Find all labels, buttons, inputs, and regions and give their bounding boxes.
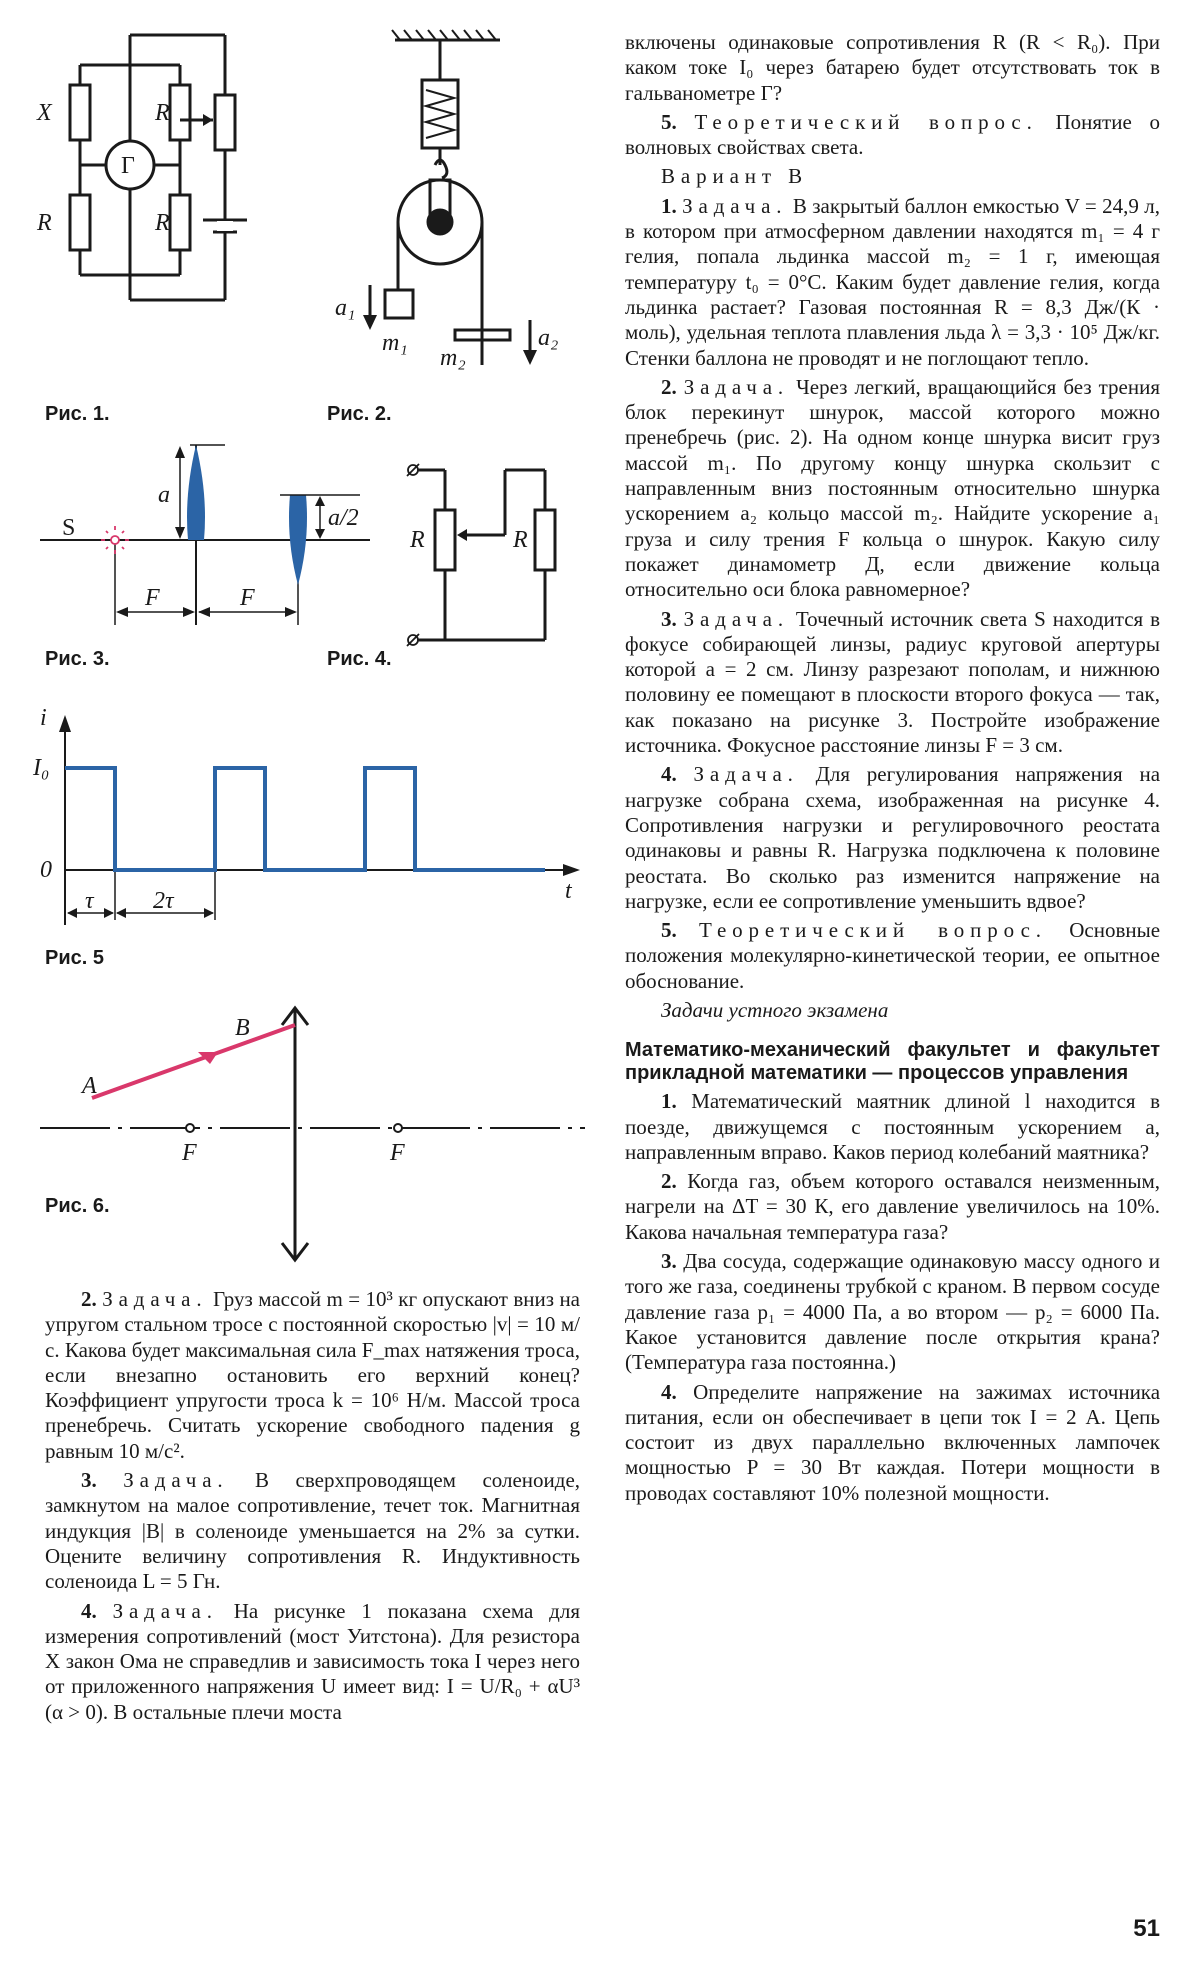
figure-1-wheatstone-bridge bbox=[25, 20, 325, 320]
fig3-label-a: a bbox=[158, 482, 170, 508]
figure-3-split-lens bbox=[40, 440, 380, 640]
fig6-caption: Рис. 6. bbox=[45, 1195, 110, 1217]
task-3: 3. Задача. В сверхпроводящем соленоиде, замкнутом на малое сопротивление, течет ток. Магнитная индукция |B| в соленоиде уменьшается на 2% за сутки. Оцените величину сопротивления R. Индуктивность соленоида L = 5 Гн. bbox=[45, 1468, 581, 1594]
fig4-label-r-load: R bbox=[513, 527, 528, 553]
oral-task-4: 4. Определите напряжение на зажимах источника питания, если он обеспечивает в цепи ток I = 2 А. Цепь состоит из двух параллельно включенных лампочек мощностью P = 30 Вт каждая. Потери мощности в проводах составляют 10% полезной мощности. bbox=[625, 1379, 1161, 1505]
figure-5-pulse-graph bbox=[25, 700, 585, 950]
right-text-column bbox=[625, 30, 1160, 1510]
fig5-label-tau: τ bbox=[85, 888, 94, 914]
fig2-label-m2: m₂ bbox=[440, 345, 466, 371]
faculty-heading: Математико-механический факультет и факультет прикладной математики — процессов управления bbox=[625, 1039, 1160, 1085]
fig2-label-a2: a₂ bbox=[538, 325, 559, 351]
fig1-label-r-left: R bbox=[37, 210, 52, 236]
fig5-label-i: i bbox=[40, 705, 47, 731]
fig6-label-a: A bbox=[82, 1073, 97, 1099]
fig2-label-a1: a₁ bbox=[335, 295, 356, 321]
fig1-label-galvanometer: Г bbox=[121, 153, 135, 179]
fig3-label-a-half: a/2 bbox=[328, 505, 359, 531]
fig3-label-s: S bbox=[62, 515, 76, 541]
figure-6-lens-ray bbox=[40, 1000, 600, 1270]
fig6-label-f-left: F bbox=[182, 1140, 197, 1166]
theory-question-5b: 5. Теоретический вопрос. Основные положения молекулярно-кинетической теории, ее опытное обоснование. bbox=[625, 918, 1161, 993]
fig3-label-f-left: F bbox=[145, 585, 160, 611]
oral-task-1: 1. Математический маятник длиной l находится в поезде, движущемся с постоянным ускорением a, направленным вправо. Каков период колебаний маятника? bbox=[625, 1089, 1161, 1164]
fig5-label-zero: 0 bbox=[40, 857, 52, 883]
fig3-caption: Рис. 3. bbox=[45, 648, 110, 670]
fig2-label-m1: m₁ bbox=[382, 330, 408, 356]
fig3-label-f-right: F bbox=[240, 585, 255, 611]
fig5-label-t: t bbox=[565, 878, 572, 904]
variant-task-4: 4. Задача. Для регулирования напряжения на нагрузке собрана схема, изображенная на рисунке 4. Сопротивления нагрузки и регулировочного реостата одинаковы и равны R. Нагрузка подключена к половине реостата. Во сколько раз изменится напряжение на нагрузке, если ее сопротивление уменьшить вдвое? bbox=[625, 762, 1161, 913]
fig4-caption: Рис. 4. bbox=[327, 648, 392, 670]
variant-task-2: 2. Задача. Через легкий, вращающийся без трения блок перекинут шнурок, массой которого можно пренебречь (рис. 2). На одном конце шнурка висит груз массой m₁. По другому концу шнурка скользит с направленным вниз постоянным относительно шнурка ускорением a₂ кольцо массой m₂. Найдите ускорение a₁ груза и силу трения F кольца о шнурок. Какую силу покажет динамометр Д, если движение кольца относительно оси блока равномерное? bbox=[625, 374, 1161, 602]
task-2: 2. Задача. Груз массой m = 10³ кг опускают вниз на упругом стальном тросе с постоянной скоростью |v| = 10 м/с. Какова будет максимальная сила F_max натяжения троса, если внезапно остановить его верхний конец? Коэффициент упругости троса k = 10⁶ Н/м. Массой троса пренебречь. Считать ускорение свободного падения g равным 10 м/с². bbox=[45, 1287, 580, 1463]
oral-task-2: 2. Когда газ, объем которого оставался неизменным, нагрели на ΔT = 30 К, его давление увеличилось на 10%. Какова начальная температура газа? bbox=[625, 1169, 1161, 1244]
fig2-caption: Рис. 2. bbox=[327, 403, 392, 425]
fig5-label-i0: I₀ bbox=[33, 755, 50, 781]
oral-exam-heading: Задачи устного экзамена bbox=[661, 997, 889, 1022]
variant-task-1: 1. Задача. В закрытый баллон емкостью V = 24,9 л, в котором при атмосферном давлении находятся m₁ = 4 г гелия, попала льдинка массой m₂ = 1 г, имеющая температуру t₀ = 0°С. Каким будет давление гелия, когда льдинка растает? Газовая постоянная R = 8,3 Дж/(К · моль), удельная теплота плавления льда λ = 3,3 · 10⁵ Дж/кг. Стенки баллона не проводят и не поглощают тепло. bbox=[625, 193, 1161, 370]
fig5-label-2tau: 2τ bbox=[153, 888, 174, 914]
left-text-column bbox=[45, 1287, 580, 1729]
fig1-label-r-top: R bbox=[155, 100, 170, 126]
variant-heading: Вариант В bbox=[661, 164, 808, 189]
fig4-label-r-rheostat: R bbox=[410, 527, 425, 553]
oral-task-3: 3. Два сосуда, содержащие одинаковую массу одного и того же газа, соединены трубкой с краном. В первом сосуде давление газа p₁ = 4000 Па, а во втором — p₂ = 6000 Па. Какое установится давление после открытия крана? (Температура газа постоянна.) bbox=[625, 1249, 1161, 1375]
variant-task-3: 3. Задача. Точечный источник света S находится в фокусе собирающей линзы, радиус круговой апертуры которой a = 2 см. Линзу разрезают пополам, и нижнюю половину ее помещают в плоскости второго фокуса — так, как показано на рисунке 3. Постройте изображение источника. Фокусное расстояние линзы F = 3 см. bbox=[625, 606, 1161, 758]
bridge-continuation: включены одинаковые сопротивления R (R < R₀). При каком токе I₀ через батарею будет отсутствовать ток в гальванометре Г? bbox=[625, 30, 1160, 105]
figure-4-rheostat-circuit bbox=[405, 455, 575, 655]
fig6-label-b: B bbox=[235, 1015, 250, 1041]
figure-2-pulley bbox=[330, 20, 570, 380]
fig1-caption: Рис. 1. bbox=[45, 403, 110, 425]
theory-question-5a: 5. Теоретический вопрос. Понятие о волновых свойствах света. bbox=[625, 109, 1160, 160]
fig6-label-f-right: F bbox=[390, 1140, 405, 1166]
page-number: 51 bbox=[1133, 1915, 1160, 1942]
fig1-label-r-right: R bbox=[155, 210, 170, 236]
fig1-label-x: X bbox=[37, 100, 52, 126]
task-4: 4. Задача. На рисунке 1 показана схема для измерения сопротивлений (мост Уитстона). Для резистора X закон Ома не справедлив и зависимость тока I через него от приложенного напряжения U имеет вид: I = U/R₀ + αU³ (α > 0). В остальные плечи моста bbox=[45, 1598, 580, 1724]
fig5-caption: Рис. 5 bbox=[45, 947, 104, 969]
